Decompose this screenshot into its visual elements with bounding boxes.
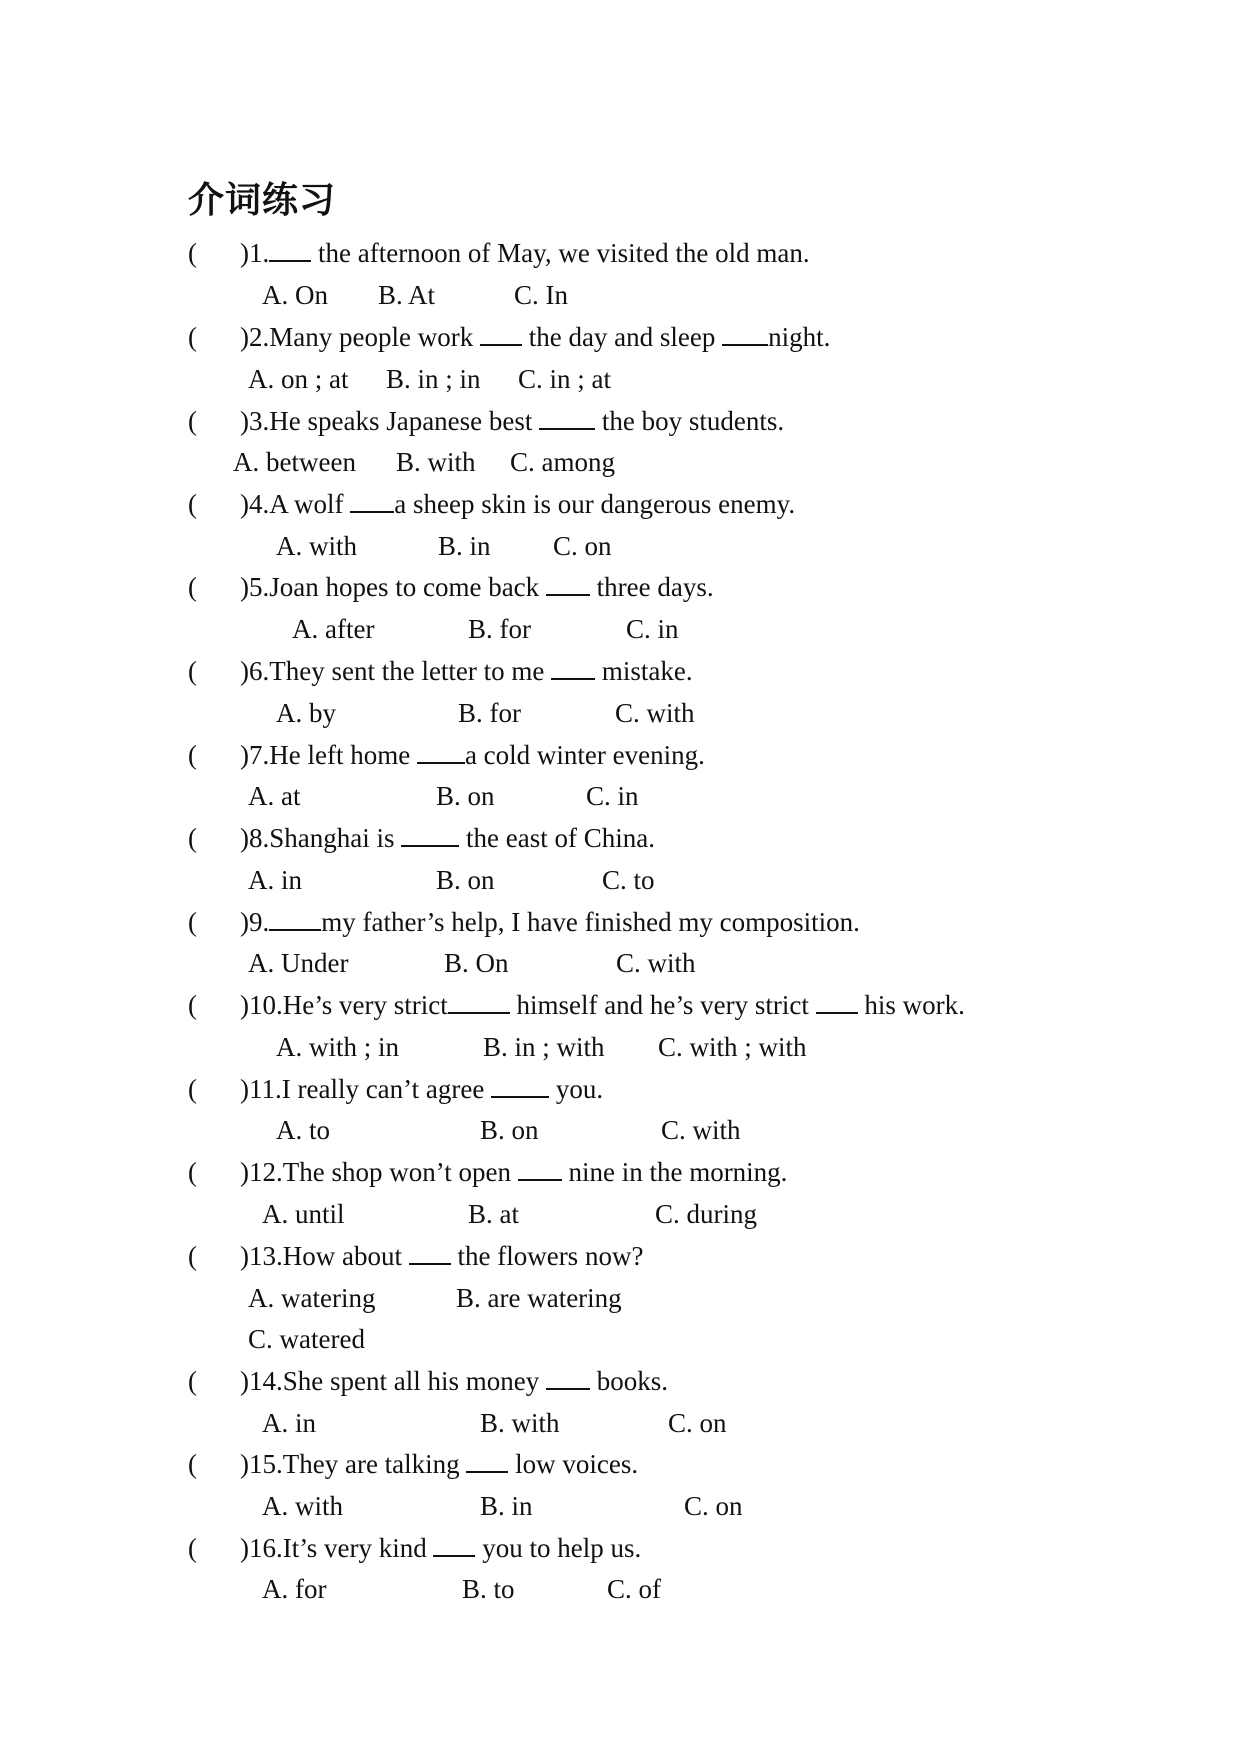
question-prefix: )13.How about xyxy=(240,1241,409,1271)
question-middle: you. xyxy=(549,1074,604,1104)
question-text xyxy=(240,738,705,772)
answer-option[interactable]: A. between xyxy=(233,447,356,477)
answer-option[interactable]: B. for xyxy=(458,698,521,728)
answer-option[interactable]: B. on xyxy=(436,781,495,811)
answer-blank[interactable] xyxy=(816,990,858,1014)
answer-option[interactable]: B. are watering xyxy=(456,1283,622,1313)
answer-option[interactable]: C. of xyxy=(607,1574,661,1604)
answer-option[interactable]: C. on xyxy=(553,531,612,561)
page-title: 介词练习 xyxy=(188,180,337,221)
question-prefix: )14.She spent all his money xyxy=(240,1366,546,1396)
answer-option[interactable]: B. in xyxy=(438,531,491,561)
question-text xyxy=(240,404,784,438)
question-middle: the boy students. xyxy=(595,406,785,436)
question-prefix: )16.It’s very kind xyxy=(240,1533,434,1563)
answer-option[interactable]: B. At xyxy=(378,280,436,310)
answer-option[interactable]: C. to xyxy=(602,865,655,895)
question-middle: the flowers now? xyxy=(450,1241,644,1271)
answer-paren[interactable]: ( xyxy=(188,1074,197,1104)
answer-blank[interactable] xyxy=(433,1533,475,1557)
question-prefix: )4.A wolf xyxy=(240,489,351,519)
answer-option[interactable]: C. In xyxy=(514,280,568,310)
answer-paren[interactable]: ( xyxy=(188,1157,197,1187)
question-prefix: )2.Many people work xyxy=(240,322,480,352)
answer-paren[interactable]: ( xyxy=(188,406,197,436)
question-text xyxy=(240,821,655,855)
answer-blank[interactable] xyxy=(491,1074,549,1098)
answer-option[interactable]: A. for xyxy=(262,1574,327,1604)
answer-paren[interactable]: ( xyxy=(188,1533,197,1563)
answer-option[interactable]: C. on xyxy=(684,1491,743,1521)
question-text xyxy=(240,1447,638,1481)
answer-option[interactable]: B. in xyxy=(480,1491,533,1521)
answer-paren[interactable]: ( xyxy=(188,740,197,770)
question-text xyxy=(240,1531,641,1565)
answer-blank[interactable] xyxy=(269,238,311,262)
question-middle: you to help us. xyxy=(475,1533,642,1563)
question-text xyxy=(240,988,965,1022)
answer-blank[interactable] xyxy=(466,1449,508,1473)
answer-paren[interactable]: ( xyxy=(188,990,197,1020)
answer-option[interactable]: B. for xyxy=(468,614,531,644)
question-text xyxy=(240,1072,603,1106)
question-suffix: his work. xyxy=(857,990,965,1020)
answer-option[interactable]: C. with ; with xyxy=(658,1032,807,1062)
answer-blank[interactable] xyxy=(722,322,768,346)
question-middle: a sheep skin is our dangerous enemy. xyxy=(394,489,796,519)
answer-option[interactable]: A. on ; at xyxy=(248,364,349,394)
question-middle: three days. xyxy=(589,572,714,602)
answer-blank[interactable] xyxy=(409,1241,451,1265)
answer-option[interactable]: B. in ; in xyxy=(386,364,481,394)
answer-option[interactable]: A. On xyxy=(262,280,328,310)
question-prefix: )9. xyxy=(240,907,270,937)
answer-blank[interactable] xyxy=(269,907,321,931)
question-text xyxy=(240,570,714,604)
question-suffix: night. xyxy=(768,322,831,352)
answer-option[interactable]: C. with xyxy=(615,698,695,728)
answer-option[interactable]: A. to xyxy=(276,1115,330,1145)
question-text xyxy=(240,654,693,688)
answer-option[interactable]: C. among xyxy=(510,447,615,477)
question-prefix: )5.Joan hopes to come back xyxy=(240,572,546,602)
question-prefix: )11.I really can’t agree xyxy=(240,1074,492,1104)
answer-option[interactable]: A. after xyxy=(292,614,375,644)
question-prefix: )6.They sent the letter to me xyxy=(240,656,552,686)
question-text xyxy=(240,236,810,270)
question-text xyxy=(240,1364,668,1398)
question-middle: low voices. xyxy=(508,1449,639,1479)
question-middle: the day and sleep xyxy=(521,322,723,352)
answer-blank[interactable] xyxy=(546,572,590,596)
question-prefix: )3.He speaks Japanese best xyxy=(240,406,540,436)
question-middle: nine in the morning. xyxy=(561,1157,788,1187)
answer-blank[interactable] xyxy=(539,406,595,430)
question-middle: the afternoon of May, we visited the old man. xyxy=(311,238,810,268)
answer-option[interactable]: B. in ; with xyxy=(483,1032,605,1062)
answer-option[interactable]: B. On xyxy=(444,948,509,978)
answer-option[interactable]: C. watered xyxy=(248,1324,365,1354)
answer-paren[interactable]: ( xyxy=(188,322,197,352)
answer-paren[interactable]: ( xyxy=(188,1366,197,1396)
answer-paren[interactable]: ( xyxy=(188,489,197,519)
answer-option[interactable]: C. with xyxy=(661,1115,741,1145)
question-prefix: )1. xyxy=(240,238,270,268)
answer-paren[interactable]: ( xyxy=(188,907,197,937)
answer-blank[interactable] xyxy=(551,656,595,680)
answer-option[interactable]: C. during xyxy=(655,1199,758,1229)
answer-option[interactable]: A. until xyxy=(262,1199,345,1229)
question-middle: a cold winter evening. xyxy=(464,740,705,770)
answer-option[interactable]: A. in xyxy=(262,1408,316,1438)
answer-option[interactable]: B. to xyxy=(462,1574,515,1604)
answer-option[interactable]: A. watering xyxy=(248,1283,376,1313)
question-prefix: )8.Shanghai is xyxy=(240,823,402,853)
question-middle: the east of China. xyxy=(459,823,655,853)
answer-paren[interactable]: ( xyxy=(188,238,197,268)
answer-blank[interactable] xyxy=(518,1157,562,1181)
question-prefix: )12.The shop won’t open xyxy=(240,1157,518,1187)
answer-option[interactable]: C. with xyxy=(616,948,696,978)
answer-option[interactable]: A. with xyxy=(262,1491,343,1521)
answer-paren[interactable]: ( xyxy=(188,823,197,853)
answer-option[interactable]: B. at xyxy=(468,1199,519,1229)
question-prefix: )15.They are talking xyxy=(240,1449,467,1479)
answer-paren[interactable]: ( xyxy=(188,1449,197,1479)
question-text xyxy=(240,905,860,939)
answer-blank[interactable] xyxy=(480,322,522,346)
answer-paren[interactable]: ( xyxy=(188,1241,197,1271)
question-prefix: )7.He left home xyxy=(240,740,417,770)
question-text xyxy=(240,1155,787,1189)
answer-blank[interactable] xyxy=(417,740,465,764)
answer-blank[interactable] xyxy=(350,489,394,513)
question-text xyxy=(240,320,830,354)
answer-option[interactable]: C. in xyxy=(626,614,679,644)
answer-blank[interactable] xyxy=(448,990,510,1014)
question-prefix: )10.He’s very strict xyxy=(240,990,448,1020)
question-middle: my father’s help, I have finished my composition. xyxy=(321,907,860,937)
question-middle: books. xyxy=(589,1366,668,1396)
answer-option[interactable]: A. by xyxy=(276,698,336,728)
answer-option[interactable]: B. on xyxy=(480,1115,539,1145)
answer-paren[interactable]: ( xyxy=(188,572,197,602)
answer-option[interactable]: B. on xyxy=(436,865,495,895)
question-middle: himself and he’s very strict xyxy=(509,990,816,1020)
answer-option[interactable]: C. in xyxy=(586,781,639,811)
answer-blank[interactable] xyxy=(546,1366,590,1390)
answer-option[interactable]: A. with ; in xyxy=(276,1032,400,1062)
answer-option[interactable]: A. in xyxy=(248,865,302,895)
question-text xyxy=(240,1239,643,1273)
answer-option[interactable]: C. on xyxy=(668,1408,727,1438)
question-middle: mistake. xyxy=(595,656,693,686)
answer-option[interactable]: A. Under xyxy=(248,948,349,978)
question-text xyxy=(240,487,795,521)
answer-paren[interactable]: ( xyxy=(188,656,197,686)
answer-blank[interactable] xyxy=(401,823,459,847)
answer-option[interactable]: C. in ; at xyxy=(518,364,611,394)
answer-option[interactable]: A. at xyxy=(248,781,301,811)
answer-option[interactable]: B. with xyxy=(480,1408,560,1438)
answer-option[interactable]: B. with xyxy=(396,447,476,477)
answer-option[interactable]: A. with xyxy=(276,531,357,561)
